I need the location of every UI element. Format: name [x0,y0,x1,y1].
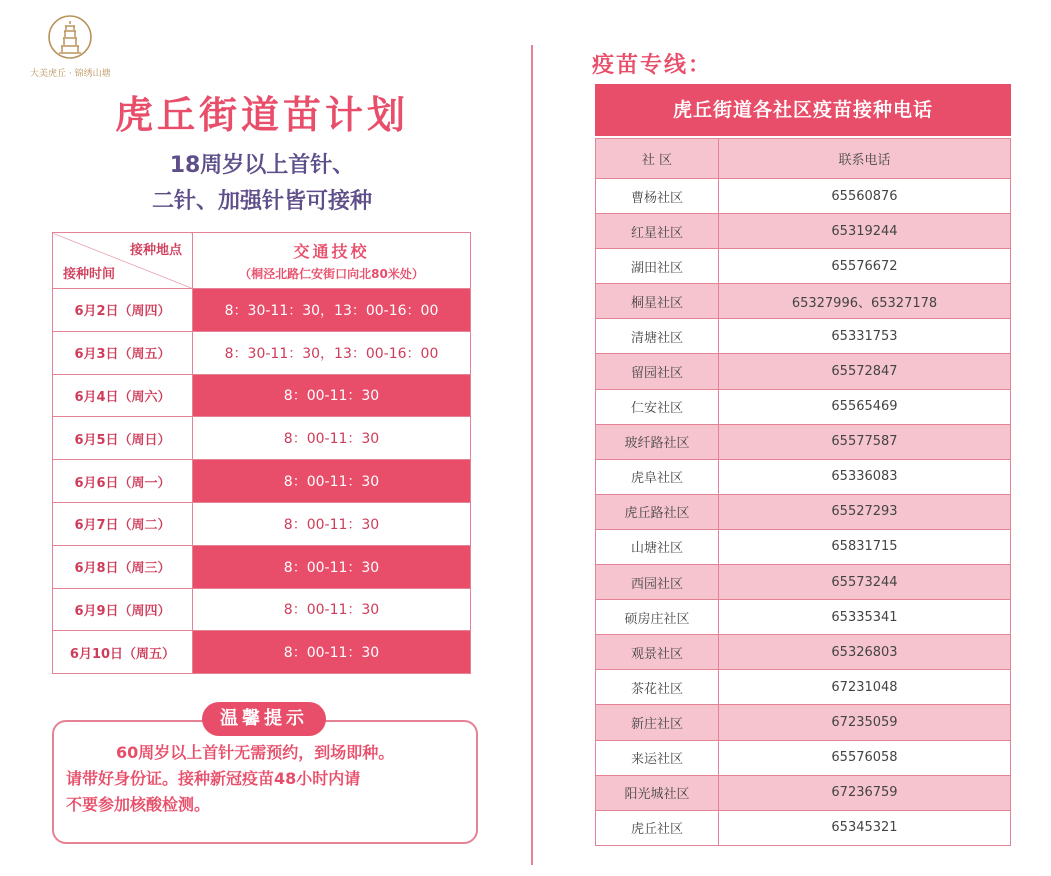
schedule-time: 8：00-11：30 [193,417,471,460]
schedule-row [53,460,471,503]
community-phone: 65527293 [719,494,1011,529]
table-row [596,424,1011,459]
community-phone: 65565469 [719,389,1011,424]
logo [30,14,110,79]
table-row [596,529,1011,564]
table-row [596,389,1011,424]
table-row [596,179,1011,214]
table-row [596,319,1011,354]
community-phone: 65327996、65327178 [719,284,1011,319]
phone-table [595,138,1011,846]
community-name: 西园社区 [596,565,719,600]
community-phone: 65576672 [719,249,1011,284]
community-phone: 65573244 [719,565,1011,600]
schedule-date: 6月2日（周四） [53,289,193,332]
schedule-row [53,417,471,460]
community-name: 茶花社区 [596,670,719,705]
schedule-date: 6月7日（周二） [53,502,193,545]
schedule-time: 8：30-11：30，13：00-16：00 [193,331,471,374]
schedule-date: 6月4日（周六） [53,374,193,417]
community-name: 湖田社区 [596,249,719,284]
table-row [596,354,1011,389]
community-phone: 65335341 [719,600,1011,635]
tip-line-2: 请带好身份证。接种新冠疫苗48小时内请 [66,769,361,788]
community-name: 桐星社区 [596,284,719,319]
schedule-header-row [53,233,471,289]
table-row [596,775,1011,810]
schedule-row [53,331,471,374]
vertical-divider [531,45,533,865]
phone-table-header-row [596,139,1011,179]
table-row [596,740,1011,775]
community-phone: 65560876 [719,179,1011,214]
table-row [596,494,1011,529]
schedule-date: 6月6日（周一） [53,460,193,503]
subtitle-line-1: 18周岁以上首针、 [169,153,355,178]
schedule-date: 6月5日（周日） [53,417,193,460]
corner-label-location: 接种地点 [129,243,182,258]
table-row [596,214,1011,249]
community-name: 仁安社区 [596,389,719,424]
hotline-label: 疫苗专线： [592,53,713,78]
community-name: 来运社区 [596,740,719,775]
community-name: 虎阜社区 [596,459,719,494]
schedule-time: 8：00-11：30 [193,460,471,503]
community-name: 观景社区 [596,635,719,670]
site-name: 交通技校 [293,242,370,261]
schedule-time: 8：30-11：30，13：00-16：00 [193,289,471,332]
tip-line-1: 60周岁以上首针无需预约，到场即种。 [116,743,395,762]
diagonal-header-cell [53,233,193,289]
tip-text [66,740,476,818]
community-phone: 67236759 [719,775,1011,810]
phone-table-title: 虎丘街道各社区疫苗接种电话 [595,84,1011,136]
schedule-row [53,374,471,417]
community-phone: 65319244 [719,214,1011,249]
tiger-hill-pagoda-logo-icon [47,14,93,60]
table-row [596,670,1011,705]
schedule-date: 6月8日（周三） [53,545,193,588]
schedule-date: 6月9日（周四） [53,588,193,631]
schedule-time: 8：00-11：30 [193,588,471,631]
tip-badge: 温馨提示 [202,702,326,736]
community-phone: 65576058 [719,740,1011,775]
table-row [596,810,1011,845]
community-name: 山塘社区 [596,529,719,564]
schedule-date: 6月3日（周五） [53,331,193,374]
community-phone: 65326803 [719,635,1011,670]
community-phone: 67235059 [719,705,1011,740]
community-name: 阳光城社区 [596,775,719,810]
schedule-time: 8：00-11：30 [193,374,471,417]
col-header-community: 社 区 [596,139,719,179]
page-title: 虎丘街道苗计划 [114,93,409,137]
col-header-phone: 联系电话 [719,139,1011,179]
community-phone: 65331753 [719,319,1011,354]
schedule-row [53,631,471,674]
schedule-time: 8：00-11：30 [193,631,471,674]
community-phone: 65345321 [719,810,1011,845]
table-row [596,284,1011,319]
community-name: 清塘社区 [596,319,719,354]
schedule-row [53,588,471,631]
schedule-row [53,502,471,545]
table-row [596,635,1011,670]
community-name: 玻纤路社区 [596,424,719,459]
site-header-cell [193,233,471,289]
community-phone: 65572847 [719,354,1011,389]
logo-text: 大美虎丘 · 锦绣山塘 [30,69,111,79]
community-name: 硕房庄社区 [596,600,719,635]
schedule-time: 8：00-11：30 [193,545,471,588]
schedule-date: 6月10日（周五） [53,631,193,674]
community-phone: 65336083 [719,459,1011,494]
community-name: 虎丘路社区 [596,494,719,529]
corner-label-time: 接种时间 [63,267,116,282]
subtitle [52,148,472,220]
community-name: 曹杨社区 [596,179,719,214]
community-name: 虎丘社区 [596,810,719,845]
schedule-time: 8：00-11：30 [193,502,471,545]
table-row [596,565,1011,600]
community-phone: 65831715 [719,529,1011,564]
community-phone: 67231048 [719,670,1011,705]
tip-line-3: 不要参加核酸检测。 [66,795,211,814]
community-phone: 65577587 [719,424,1011,459]
community-name: 红星社区 [596,214,719,249]
community-name: 留园社区 [596,354,719,389]
table-row [596,459,1011,494]
subtitle-line-2: 二针、加强针皆可接种 [151,189,372,214]
community-name: 新庄社区 [596,705,719,740]
table-row [596,600,1011,635]
schedule-row [53,545,471,588]
schedule-table [52,232,471,674]
site-address: （桐泾北路仁安街口向北80米处） [239,267,424,281]
table-row [596,249,1011,284]
schedule-row [53,289,471,332]
table-row [596,705,1011,740]
